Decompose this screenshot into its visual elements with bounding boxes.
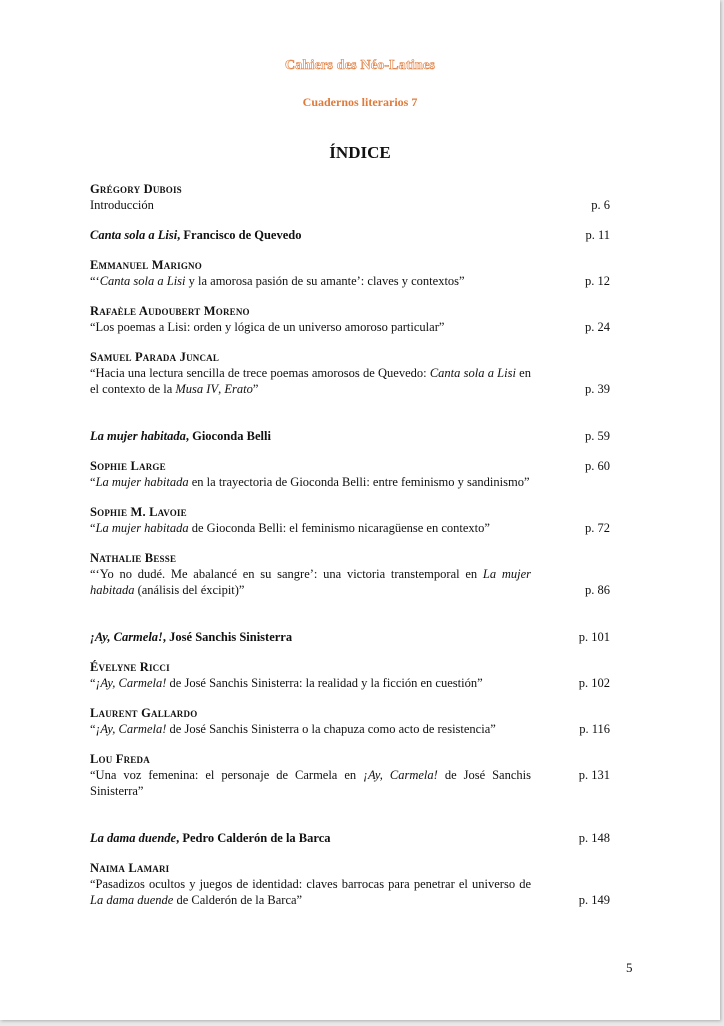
entry-page: p. 11: [585, 228, 610, 242]
index-heading: ÍNDICE: [329, 143, 391, 162]
entry-author: Lou Freda: [90, 752, 150, 766]
table-of-contents: [90, 181, 635, 908]
toc-entry: [90, 303, 635, 335]
entry-author: Nathalie Besse: [90, 551, 177, 565]
toc-work-heading: [90, 830, 635, 846]
toc-entry: [90, 504, 635, 536]
toc-entry: [90, 458, 635, 490]
toc-entry: [90, 659, 635, 691]
entry-title: “Una voz femenina: el personaje de Carmela en ¡Ay, Carmela! de José Sanchis Sinisterra”: [90, 768, 531, 798]
entry-page: p. 149: [578, 893, 610, 907]
work-author: , José Sanchis Sinisterra: [162, 630, 293, 644]
work-title: Canta sola a Lisi: [90, 228, 178, 242]
entry-title: “‘Yo no dudé. Me abalancé en su sangre’: una victoria transtemporal en La mujer habitada (análisis del éxcipit)”: [90, 567, 531, 597]
entry-title: Introducción: [90, 198, 154, 212]
toc-entry: [90, 860, 635, 908]
entry-page: p. 12: [585, 274, 610, 288]
entry-author: Samuel Parada Juncal: [90, 350, 220, 364]
toc-entry: [90, 349, 635, 397]
entry-author: Sophie M. Lavoie: [90, 505, 187, 519]
entry-title: “‘Canta sola a Lisi y la amorosa pasión de su amante’: claves y contextos”: [90, 274, 465, 288]
entry-title: “Pasadizos ocultos y juegos de identidad: claves barrocas para penetrar el universo de La dama duende de Calderón de la Barca”: [90, 877, 531, 907]
entry-page: p. 148: [578, 831, 610, 845]
entry-title: “La mujer habitada en la trayectoria de Gioconda Belli: entre feminismo y sandinismo”: [90, 475, 530, 489]
entry-page: p. 116: [579, 722, 610, 736]
entry-title: “Los poemas a Lisi: orden y lógica de un universo amoroso particular”: [90, 320, 445, 334]
entry-page: p. 24: [585, 320, 610, 334]
work-title: La mujer habitada: [90, 429, 186, 443]
entry-page: p. 59: [585, 429, 610, 443]
entry-author: Sophie Large: [90, 459, 166, 473]
work-title: ¡Ay, Carmela!: [90, 630, 163, 644]
entry-page: p. 72: [585, 521, 610, 535]
toc-entry: [90, 257, 635, 289]
page-number: 5: [626, 960, 633, 975]
entry-page: p. 6: [591, 198, 610, 212]
entry-title: “La mujer habitada de Gioconda Belli: el feminismo nicaragüense en contexto”: [90, 521, 490, 535]
journal-title: Cahiers des Néo-Latines: [284, 58, 436, 73]
entry-title: “¡Ay, Carmela! de José Sanchis Sinisterra o la chapuza como acto de resistencia”: [90, 722, 496, 736]
entry-author: Évelyne Ricci: [90, 660, 170, 674]
entry-author: Naima Lamari: [90, 861, 170, 875]
entry-page: p. 102: [578, 676, 610, 690]
work-author: , Gioconda Belli: [185, 429, 271, 443]
work-author: , Francisco de Quevedo: [177, 228, 302, 242]
toc-entry: [90, 181, 635, 213]
entry-author: Laurent Gallardo: [90, 706, 198, 720]
entry-page: p. 86: [585, 583, 610, 597]
entry-author: Grégory Dubois: [90, 182, 182, 196]
work-title: La dama duende: [90, 831, 177, 845]
toc-work-heading: [90, 227, 635, 243]
toc-entry: [90, 705, 635, 737]
toc-work-heading: [90, 428, 635, 444]
entry-page: p. 60: [585, 459, 610, 473]
entry-page: p. 131: [578, 768, 610, 782]
entry-author: Emmanuel Marigno: [90, 258, 202, 272]
entry-title: “¡Ay, Carmela! de José Sanchis Sinisterra: la realidad y la ficción en cuestión”: [90, 676, 483, 690]
toc-work-heading: [90, 629, 635, 645]
entry-page: p. 39: [585, 382, 610, 396]
entry-author: Rafaèle Audoubert Moreno: [90, 304, 250, 318]
entry-title: “Hacia una lectura sencilla de trece poemas amorosos de Quevedo: Canta sola a Lisi en el contexto de la Musa IV, Erato”: [90, 366, 531, 396]
work-author: , Pedro Calderón de la Barca: [176, 831, 331, 845]
toc-entry: [90, 751, 635, 799]
toc-entry: [90, 550, 635, 598]
journal-subtitle: Cuadernos literarios 7: [302, 95, 418, 109]
entry-page: p. 101: [578, 630, 610, 644]
